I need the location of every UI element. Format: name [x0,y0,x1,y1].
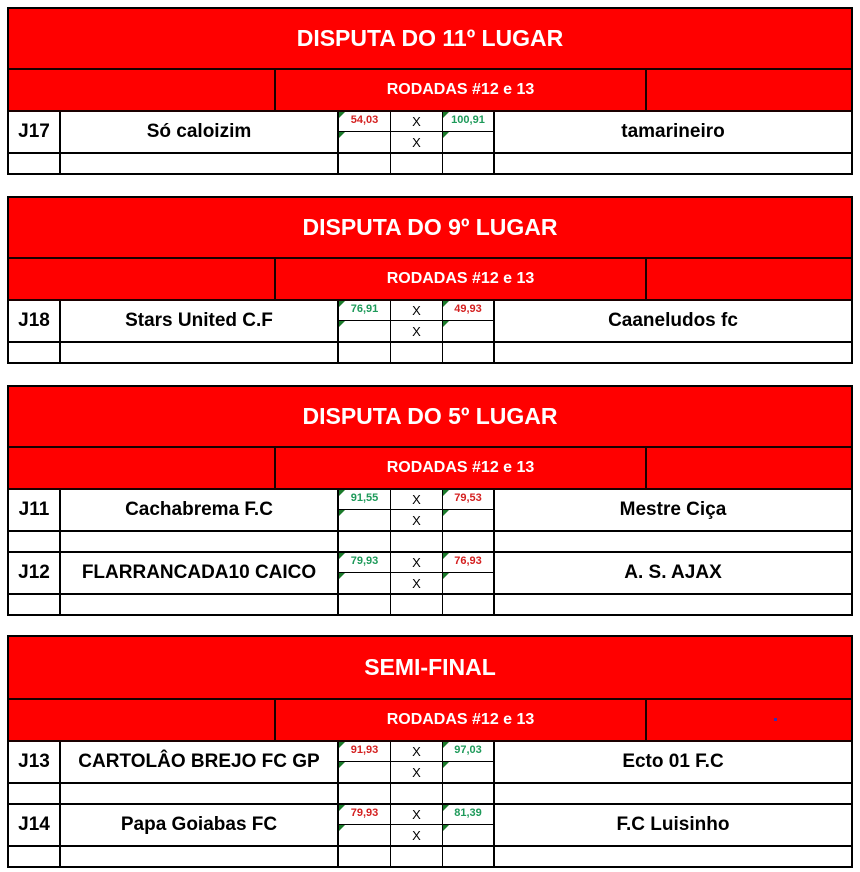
comment-marker-icon [443,510,449,516]
subheader-row [9,259,851,301]
comment-marker-icon [443,490,449,496]
stray-dot-icon [774,718,777,721]
match-row [9,553,851,595]
comment-marker-icon [339,825,345,831]
comment-marker-icon [339,573,345,579]
versus-mark: X [391,301,442,321]
match-row [9,742,851,784]
subheader-right-cell [647,70,851,110]
away-score: 81,39 [454,807,482,819]
home-score-cell[interactable] [339,805,391,845]
match-code: J14 [9,805,61,845]
comment-marker-icon [339,321,345,327]
versus-mark: X [391,742,442,762]
versus-mark: X [412,575,421,591]
away-score-cell[interactable] [443,742,495,782]
comment-marker-icon [339,490,345,496]
versus-mark: X [391,490,442,510]
comment-marker-icon [443,762,449,768]
comment-marker-icon [339,301,345,307]
subheader-left-cell [9,700,276,740]
comment-marker-icon [339,132,345,138]
away-score: 97,03 [454,744,482,756]
rounds-label: RODADAS #12 e 13 [276,70,647,110]
away-team: Ecto 01 F.C [622,751,724,772]
match-row [9,490,851,532]
subheader-right-cell [647,700,851,740]
home-score-cell[interactable] [339,553,391,593]
section-9th-place [7,196,853,364]
match-code: J12 [9,553,61,593]
away-score: 76,93 [454,555,482,567]
empty-row [9,784,851,805]
away-score: 100,91 [451,114,485,126]
versus-mark: X [391,553,442,573]
subheader-row [9,448,851,490]
versus-cell [391,490,443,530]
versus-cell [391,805,443,845]
comment-marker-icon [443,321,449,327]
home-score: 91,55 [350,492,379,504]
versus-mark: X [391,805,442,825]
subheader-row [9,700,851,742]
match-code: J11 [9,490,61,530]
match-row [9,301,851,343]
away-team: Caaneludos fc [608,310,738,331]
empty-row [9,595,851,616]
home-team: Só caloizim [61,112,339,152]
comment-marker-icon [443,553,449,559]
home-team: Cachabrema F.C [61,490,339,530]
section-semi-final [7,635,853,868]
away-score-cell[interactable] [443,301,495,341]
home-score-cell[interactable] [339,112,391,152]
section-5th-place [7,385,853,616]
section-title: DISPUTA DO 11º LUGAR [9,9,851,70]
rounds-label: RODADAS #12 e 13 [276,700,647,740]
home-team: FLARRANCADA10 CAICO [61,553,339,593]
comment-marker-icon [443,301,449,307]
match-code: J18 [9,301,61,341]
empty-row [9,343,851,364]
versus-mark: X [391,112,442,132]
empty-row [9,847,851,868]
rounds-label: RODADAS #12 e 13 [276,259,647,299]
versus-cell [391,112,443,152]
comment-marker-icon [339,742,345,748]
away-score-cell[interactable] [443,490,495,530]
comment-marker-icon [443,825,449,831]
comment-marker-icon [443,742,449,748]
home-team: Papa Goiabas FC [61,805,339,845]
versus-cell [391,742,443,782]
versus-mark: X [412,827,421,843]
away-team: Mestre Ciça [619,499,727,520]
comment-marker-icon [339,553,345,559]
comment-marker-icon [443,805,449,811]
empty-row [9,154,851,175]
away-score-cell[interactable] [443,553,495,593]
comment-marker-icon [339,762,345,768]
subheader-left-cell [9,259,276,299]
home-score: 76,91 [350,303,379,315]
section-title: DISPUTA DO 5º LUGAR [9,387,851,448]
home-team: CARTOLÂO BREJO FC GP [61,742,339,782]
versus-cell [391,301,443,341]
versus-mark: X [412,512,421,528]
home-score: 79,93 [350,807,379,819]
section-11th-place [7,7,853,175]
match-row [9,112,851,154]
comment-marker-icon [339,805,345,811]
match-code: J17 [9,112,61,152]
subheader-right-cell [647,448,851,488]
subheader-right-cell [647,259,851,299]
home-score: 79,93 [350,555,379,567]
section-title: DISPUTA DO 9º LUGAR [9,198,851,259]
away-score-cell[interactable] [443,112,495,152]
subheader-left-cell [9,448,276,488]
home-score-cell[interactable] [339,301,391,341]
match-row [9,805,851,847]
versus-mark: X [412,134,421,150]
home-score: 91,93 [350,744,379,756]
home-score: 54,03 [350,114,379,126]
away-score: 49,93 [454,303,482,315]
match-code: J13 [9,742,61,782]
versus-mark: X [412,764,421,780]
comment-marker-icon [443,112,449,118]
comment-marker-icon [443,132,449,138]
home-score-cell[interactable] [339,742,391,782]
rounds-label: RODADAS #12 e 13 [276,448,647,488]
comment-marker-icon [443,573,449,579]
empty-row [9,532,851,553]
away-team: A. S. AJAX [624,562,722,583]
away-score: 79,53 [454,492,482,504]
section-title: SEMI-FINAL [9,637,851,700]
comment-marker-icon [339,112,345,118]
subheader-left-cell [9,70,276,110]
away-team: tamarineiro [621,121,725,142]
away-score-cell[interactable] [443,805,495,845]
home-score-cell[interactable] [339,490,391,530]
home-team: Stars United C.F [61,301,339,341]
versus-mark: X [412,323,421,339]
away-team: F.C Luisinho [616,814,730,835]
versus-cell [391,553,443,593]
subheader-row [9,70,851,112]
comment-marker-icon [339,510,345,516]
